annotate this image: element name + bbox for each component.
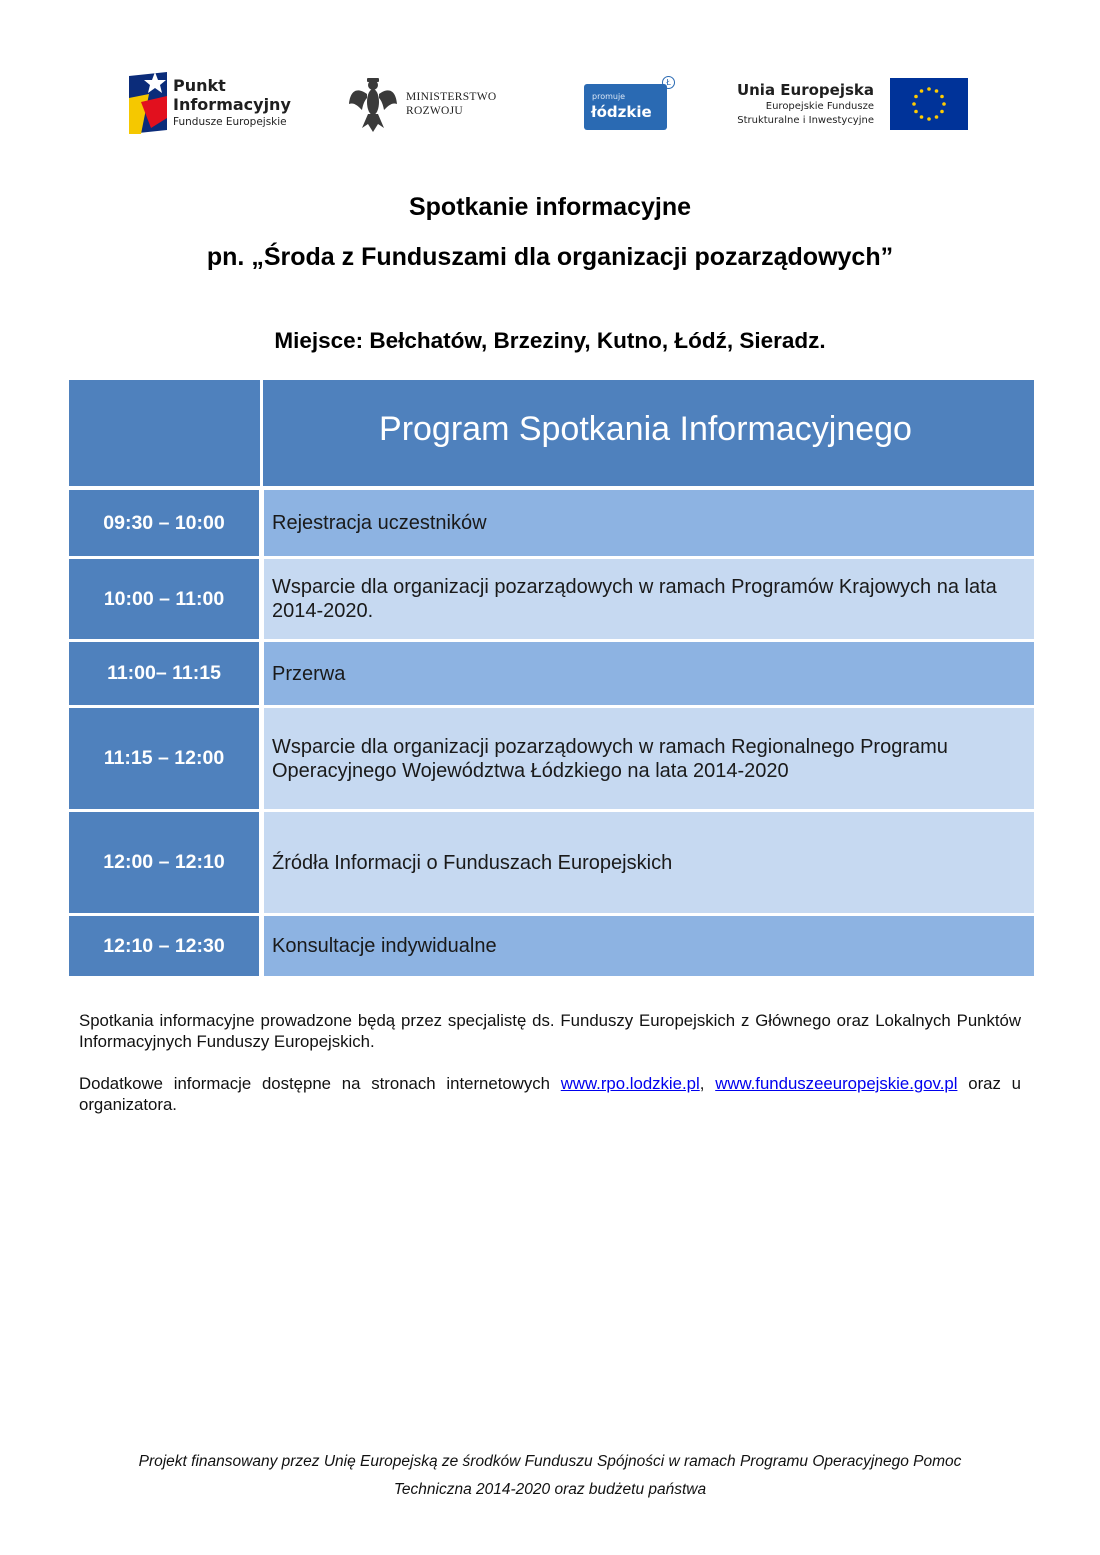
punkt-logo-line2: Informacyjny xyxy=(173,95,291,114)
ministerstwo-logo-line2: ROZWOJU xyxy=(406,105,464,117)
unia-europejska-logo xyxy=(718,76,970,136)
program-row-time: 09:30 – 10:00 xyxy=(69,490,259,556)
punkt-logo-line3: Fundusze Europejskie xyxy=(173,116,287,128)
links-paragraph-prefix: Dodatkowe informacje dostępne na stronach internetowych xyxy=(79,1074,561,1093)
header-time-cell xyxy=(69,380,260,486)
lodzkie-mark-icon: Ł xyxy=(662,76,675,89)
lodzkie-logo-small: promuje xyxy=(592,92,626,101)
ministerstwo-rozwoju-logo xyxy=(348,76,528,136)
fe-star-icon xyxy=(127,68,167,136)
link-separator: , xyxy=(699,1074,716,1093)
program-header-title: Program Spotkania Informacyjnego xyxy=(263,380,1034,486)
ministerstwo-logo-line1: MINISTERSTWO xyxy=(406,91,497,103)
punkt-informacyjny-logo xyxy=(127,68,312,138)
program-row-time: 11:15 – 12:00 xyxy=(69,708,259,809)
program-row xyxy=(69,708,1034,809)
links-paragraph xyxy=(79,1073,1021,1115)
info-paragraph: Spotkania informacyjne prowadzone będą przez specjalistę ds. Funduszy Europejskich z Głównego oraz Lokalnych Punktów Informacyjnych Funduszy Europejskich. xyxy=(79,1011,1021,1051)
footer-line2: Techniczna 2014-2020 oraz budżetu państwa xyxy=(393,1481,707,1498)
program-row xyxy=(69,916,1034,976)
program-row xyxy=(69,490,1034,556)
lodzkie-logo-box xyxy=(584,84,667,130)
links-paragraph-suffix: oraz u organizatora. xyxy=(79,1074,1022,1114)
program-table-header xyxy=(69,380,1034,486)
ue-logo-line1: Unia Europejska xyxy=(736,81,874,99)
ue-logo-line2: Europejskie Fundusze xyxy=(765,101,874,112)
ue-logo-line3: Strukturalne i Inwestycyjne xyxy=(737,115,874,126)
program-row-desc: Wsparcie dla organizacji pozarządowych w ramach Regionalnego Programu Operacyjnego Województwa Łódzkiego na lata 2014-2020 xyxy=(264,708,1034,809)
program-row xyxy=(69,812,1034,913)
rpo-lodzkie-link[interactable]: www.rpo.lodzkie.pl xyxy=(560,1074,700,1093)
program-row-time: 11:00– 11:15 xyxy=(69,642,259,705)
program-row-desc: Konsultacje indywidualne xyxy=(264,916,1034,976)
program-row-desc: Przerwa xyxy=(264,642,1034,705)
program-row-desc: Wsparcie dla organizacji pozarządowych w ramach Programów Krajowych na lata 2014-2020. xyxy=(264,559,1034,639)
eu-flag-icon xyxy=(890,78,968,130)
footer-line1: Projekt finansowany przez Unię Europejską ze środków Funduszu Spójności w ramach Programu Operacyjnego Pomoc xyxy=(138,1453,962,1470)
punkt-logo-line1: Punkt xyxy=(173,76,226,95)
logo-bar xyxy=(0,66,1100,146)
fundusze-europejskie-link[interactable]: www.funduszeeuropejskie.gov.pl xyxy=(715,1074,958,1093)
document-subtitle: pn. „Środa z Funduszami dla organizacji pozarządowych” xyxy=(206,243,894,271)
document-title: Spotkanie informacyjne xyxy=(408,193,692,221)
program-table xyxy=(69,380,1034,976)
program-row xyxy=(69,642,1034,705)
program-row-desc: Rejestracja uczestników xyxy=(264,490,1034,556)
meeting-place: Miejsce: Bełchatów, Brzeziny, Kutno, Łódź, Sieradz. xyxy=(274,328,826,353)
lodzkie-logo-big: łódzkie xyxy=(591,103,652,121)
program-row xyxy=(69,559,1034,639)
program-row-time: 12:10 – 12:30 xyxy=(69,916,259,976)
program-row-time: 12:00 – 12:10 xyxy=(69,812,259,913)
eagle-emblem-icon xyxy=(348,76,398,134)
program-row-time: 10:00 – 11:00 xyxy=(69,559,259,639)
program-row-desc: Źródła Informacji o Funduszach Europejskich xyxy=(264,812,1034,913)
promuje-lodzkie-logo xyxy=(582,76,677,134)
